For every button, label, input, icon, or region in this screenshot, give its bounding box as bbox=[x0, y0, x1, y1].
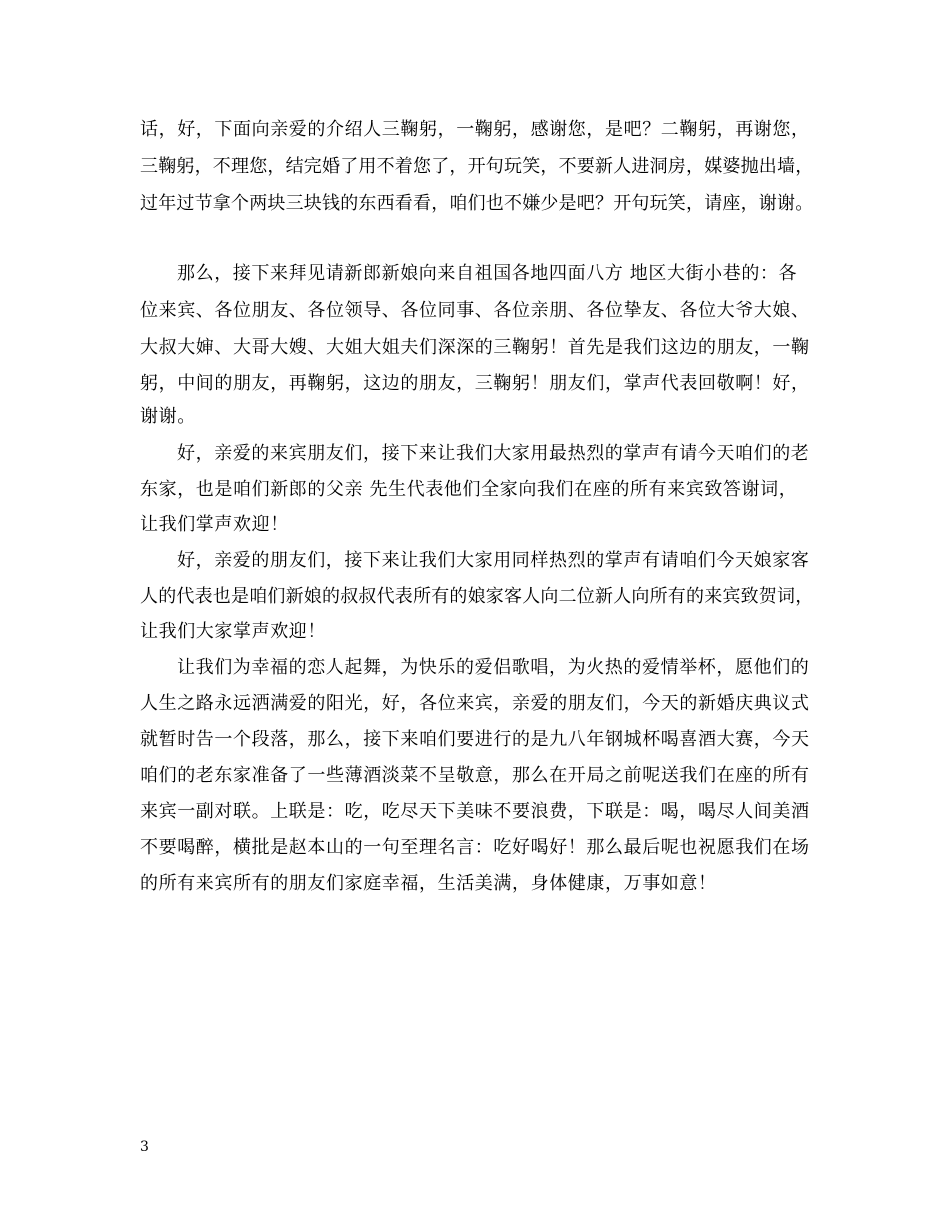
text-line: 好，亲爱的朋友们，接下来让我们大家用同样热烈的掌声有请咱们今天娘家客 bbox=[177, 550, 810, 571]
text-line: 谢谢。 bbox=[140, 406, 196, 427]
text-line: 躬，中间的朋友，再鞠躬，这边的朋友，三鞠躬！朋友们，掌声代表回敬啊！好， bbox=[140, 373, 810, 394]
text-line: 的所有来宾所有的朋友们家庭幸福，生活美满，身体健康，万事如意！ bbox=[140, 873, 717, 894]
text-line: 那么，接下来拜见请新郎新娘向来自祖国各地四面八方 地区大街小巷的：各 bbox=[177, 263, 798, 284]
text-line: 来宾一副对联。上联是：吃，吃尽天下美味不要浪费，下联是：喝，喝尽人间美酒 bbox=[140, 801, 810, 822]
text-line: 三鞠躬，不理您，结完婚了用不着您了，开句玩笑，不要新人进洞房，媒婆抛出墙， bbox=[140, 156, 814, 177]
text-line: 让我们为幸福的恋人起舞，为快乐的爱侣歌唱，为火热的爱情举杯，愿他们的 bbox=[177, 657, 810, 678]
text-line: 就暂时告一个段落，那么，接下来咱们要进行的是九八年钢城杯喝喜酒大赛，今天 bbox=[140, 729, 810, 750]
text-line: 位来宾、各位朋友、各位领导、各位同事、各位亲朋、各位挚友、各位大爷大娘、 bbox=[140, 300, 810, 321]
text-line: 过年过节拿个两块三块钱的东西看看，咱们也不嫌少是吧？开句玩笑，请座，谢谢。 bbox=[140, 193, 814, 214]
text-line: 咱们的老东家准备了一些薄酒淡菜不呈敬意，那么在开局之前呢送我们在座的所有 bbox=[140, 765, 810, 786]
text-line: 大叔大婶、大哥大嫂、大姐大姐夫们深深的三鞠躬！首先是我们这边的朋友，一鞠 bbox=[140, 337, 810, 358]
text-line: 好，亲爱的来宾朋友们，接下来让我们大家用最热烈的掌声有请今天咱们的老 bbox=[177, 443, 810, 464]
text-line: 东家，也是咱们新郎的父亲 先生代表他们全家向我们在座的所有来宾致答谢词， bbox=[140, 479, 798, 500]
text-line: 人的代表也是咱们新娘的叔叔代表所有的娘家客人向二位新人向所有的来宾致贺词， bbox=[140, 586, 814, 607]
text-line: 让我们掌声欢迎！ bbox=[140, 514, 289, 535]
text-line: 不要喝醉，横批是赵本山的一句至理名言：吃好喝好！那么最后呢也祝愿我们在场 bbox=[140, 837, 810, 858]
page-number: 3 bbox=[140, 1139, 149, 1155]
text-line: 人生之路永远洒满爱的阳光，好，各位来宾，亲爱的朋友们，今天的新婚庆典议式 bbox=[140, 693, 810, 714]
text-line: 让我们大家掌声欢迎！ bbox=[140, 621, 326, 642]
text-line: 话，好，下面向亲爱的介绍人三鞠躬，一鞠躬，感谢您，是吧？二鞠躬，再谢您， bbox=[140, 119, 810, 140]
